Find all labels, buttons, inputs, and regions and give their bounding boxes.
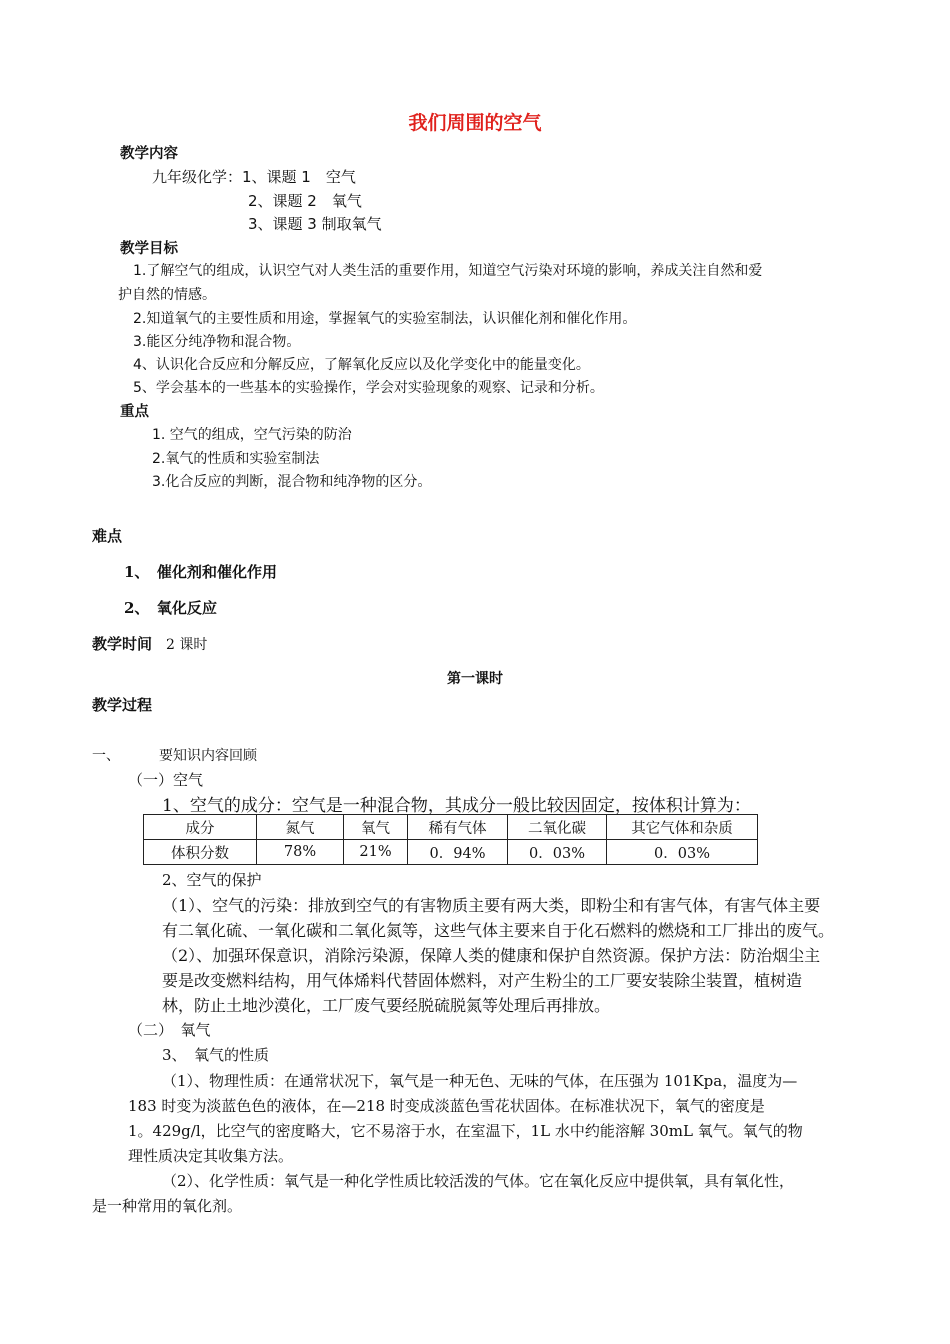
objectives-heading: 教学目标 [120, 241, 178, 257]
objective-line-5: 4、认识化合反应和分解反应，了解氧化反应以及化学变化中的能量变化。 [133, 357, 590, 373]
table-header-cell: 其它气体和杂质 [607, 815, 758, 840]
difficulty-1: 1、 催化剂和催化作用 [124, 563, 277, 581]
key-point-2: 2.氧气的性质和实验室制法 [152, 451, 320, 467]
content-item-1: 九年级化学：1、课题 1 空气 [152, 168, 356, 186]
table-header-cell: 氧气 [344, 815, 408, 840]
objective-line-2: 护自然的情感。 [118, 287, 216, 303]
table-header-cell: 二氧化碳 [508, 815, 607, 840]
physical-line-1: （1）、物理性质：在通常状况下，氧气是一种无色、无味的气体，在压强为 101Kpa，温度为— [162, 1072, 798, 1090]
key-point-3: 3.化合反应的判断，混合物和纯净物的区分。 [152, 474, 432, 490]
air-protection-heading: 2、空气的保护 [162, 871, 262, 889]
document-title: 我们周围的空气 [408, 112, 542, 134]
difficulty-2: 2、 氧化反应 [124, 599, 217, 617]
protection-line-4: 要是改变燃料结构，用气体烯料代替固体燃料，对产生粉尘的工厂要安装除尘装置，植树造 [162, 971, 803, 990]
table-header-cell: 成分 [144, 815, 257, 840]
key-point-1: 1. 空气的组成，空气污染的防治 [152, 427, 352, 443]
table-cell: 体积分数 [144, 840, 257, 865]
physical-line-3: 1。429g/l，比空气的密度略大，它不易溶于水，在室温下，1L 水中约能溶解 30mL 氧气。氧气的物 [128, 1122, 803, 1140]
process-heading: 教学过程 [92, 696, 153, 714]
air-composition-line: 1、空气的成分：空气是一种混合物，其成分一般比较因固定，按体积计算为： [162, 796, 751, 816]
content-item-2: 2、课题 2 氧气 [248, 192, 362, 210]
table-cell: 21% [344, 840, 408, 865]
protection-line-3: （2）、加强环保意识，消除污染源，保障人类的健康和保护自然资源。保护方法：防治烟尘主 [162, 946, 821, 965]
protection-line-2: 有二氧化硫、一氧化碳和二氧化氮等，这些气体主要来自于化石燃料的燃烧和工厂排出的废气。 [162, 921, 835, 940]
physical-line-2: 183 时变为淡蓝色色的液体，在—218 时变成淡蓝色雪花状固体。在标准状况下，氧气的密度是 [128, 1097, 765, 1115]
content-item-3: 3、课题 3 制取氧气 [248, 215, 382, 233]
objective-line-6: 5、学会基本的一些基本的实验操作，学会对实验现象的观察、记录和分析。 [133, 380, 604, 396]
table-cell: 78% [257, 840, 344, 865]
difficulties-heading: 难点 [92, 527, 123, 545]
air-subheading: （一）空气 [128, 771, 204, 789]
objective-line-3: 2.知道氧气的主要性质和用途，掌握氧气的实验室制法，认识催化剂和催化作用。 [133, 311, 637, 327]
table-header-row [144, 815, 758, 840]
table-header-cell: 氮气 [257, 815, 344, 840]
objective-line-4: 3.能区分纯净物和混合物。 [133, 334, 301, 350]
chemical-line-1: （2）、化学性质：氧气是一种化学性质比较活泼的气体。它在氧化反应中提供氧，具有氧化性， [162, 1172, 795, 1190]
table-cell: 0．03% [607, 840, 758, 865]
objective-line-1: 1.了解空气的组成，认识空气对人类生活的重要作用，知道空气污染对环境的影响，养成关注自然和爱 [133, 263, 763, 279]
table-row [144, 840, 758, 865]
teaching-time-label: 教学时间 [92, 635, 153, 653]
content-heading: 教学内容 [120, 146, 178, 162]
table-header-cell: 稀有气体 [408, 815, 508, 840]
protection-line-1: （1）、空气的污染：排放到空气的有害物质主要有两大类，即粉尘和有害气体，有害气体主要 [162, 896, 821, 915]
oxygen-properties-heading: 3、 氧气的性质 [162, 1046, 270, 1064]
protection-line-5: 林，防止土地沙漠化，工厂废气要经脱硫脱氮等处理后再排放。 [162, 996, 611, 1015]
review-title: 要知识内容回顾 [159, 748, 257, 764]
physical-line-4: 理性质决定其收集方法。 [128, 1147, 294, 1165]
review-number: 一、 [92, 748, 120, 764]
oxygen-subheading: （二） 氧气 [128, 1021, 211, 1039]
table-cell: 0．03% [508, 840, 607, 865]
teaching-time [92, 633, 207, 654]
key-points-heading: 重点 [120, 404, 149, 420]
air-composition-table [143, 814, 758, 865]
teaching-time-value: 2 课时 [166, 637, 208, 653]
chemical-line-2: 是一种常用的氧化剂。 [92, 1197, 243, 1215]
table-cell: 0．94% [408, 840, 508, 865]
lesson-heading: 第一课时 [447, 671, 503, 687]
